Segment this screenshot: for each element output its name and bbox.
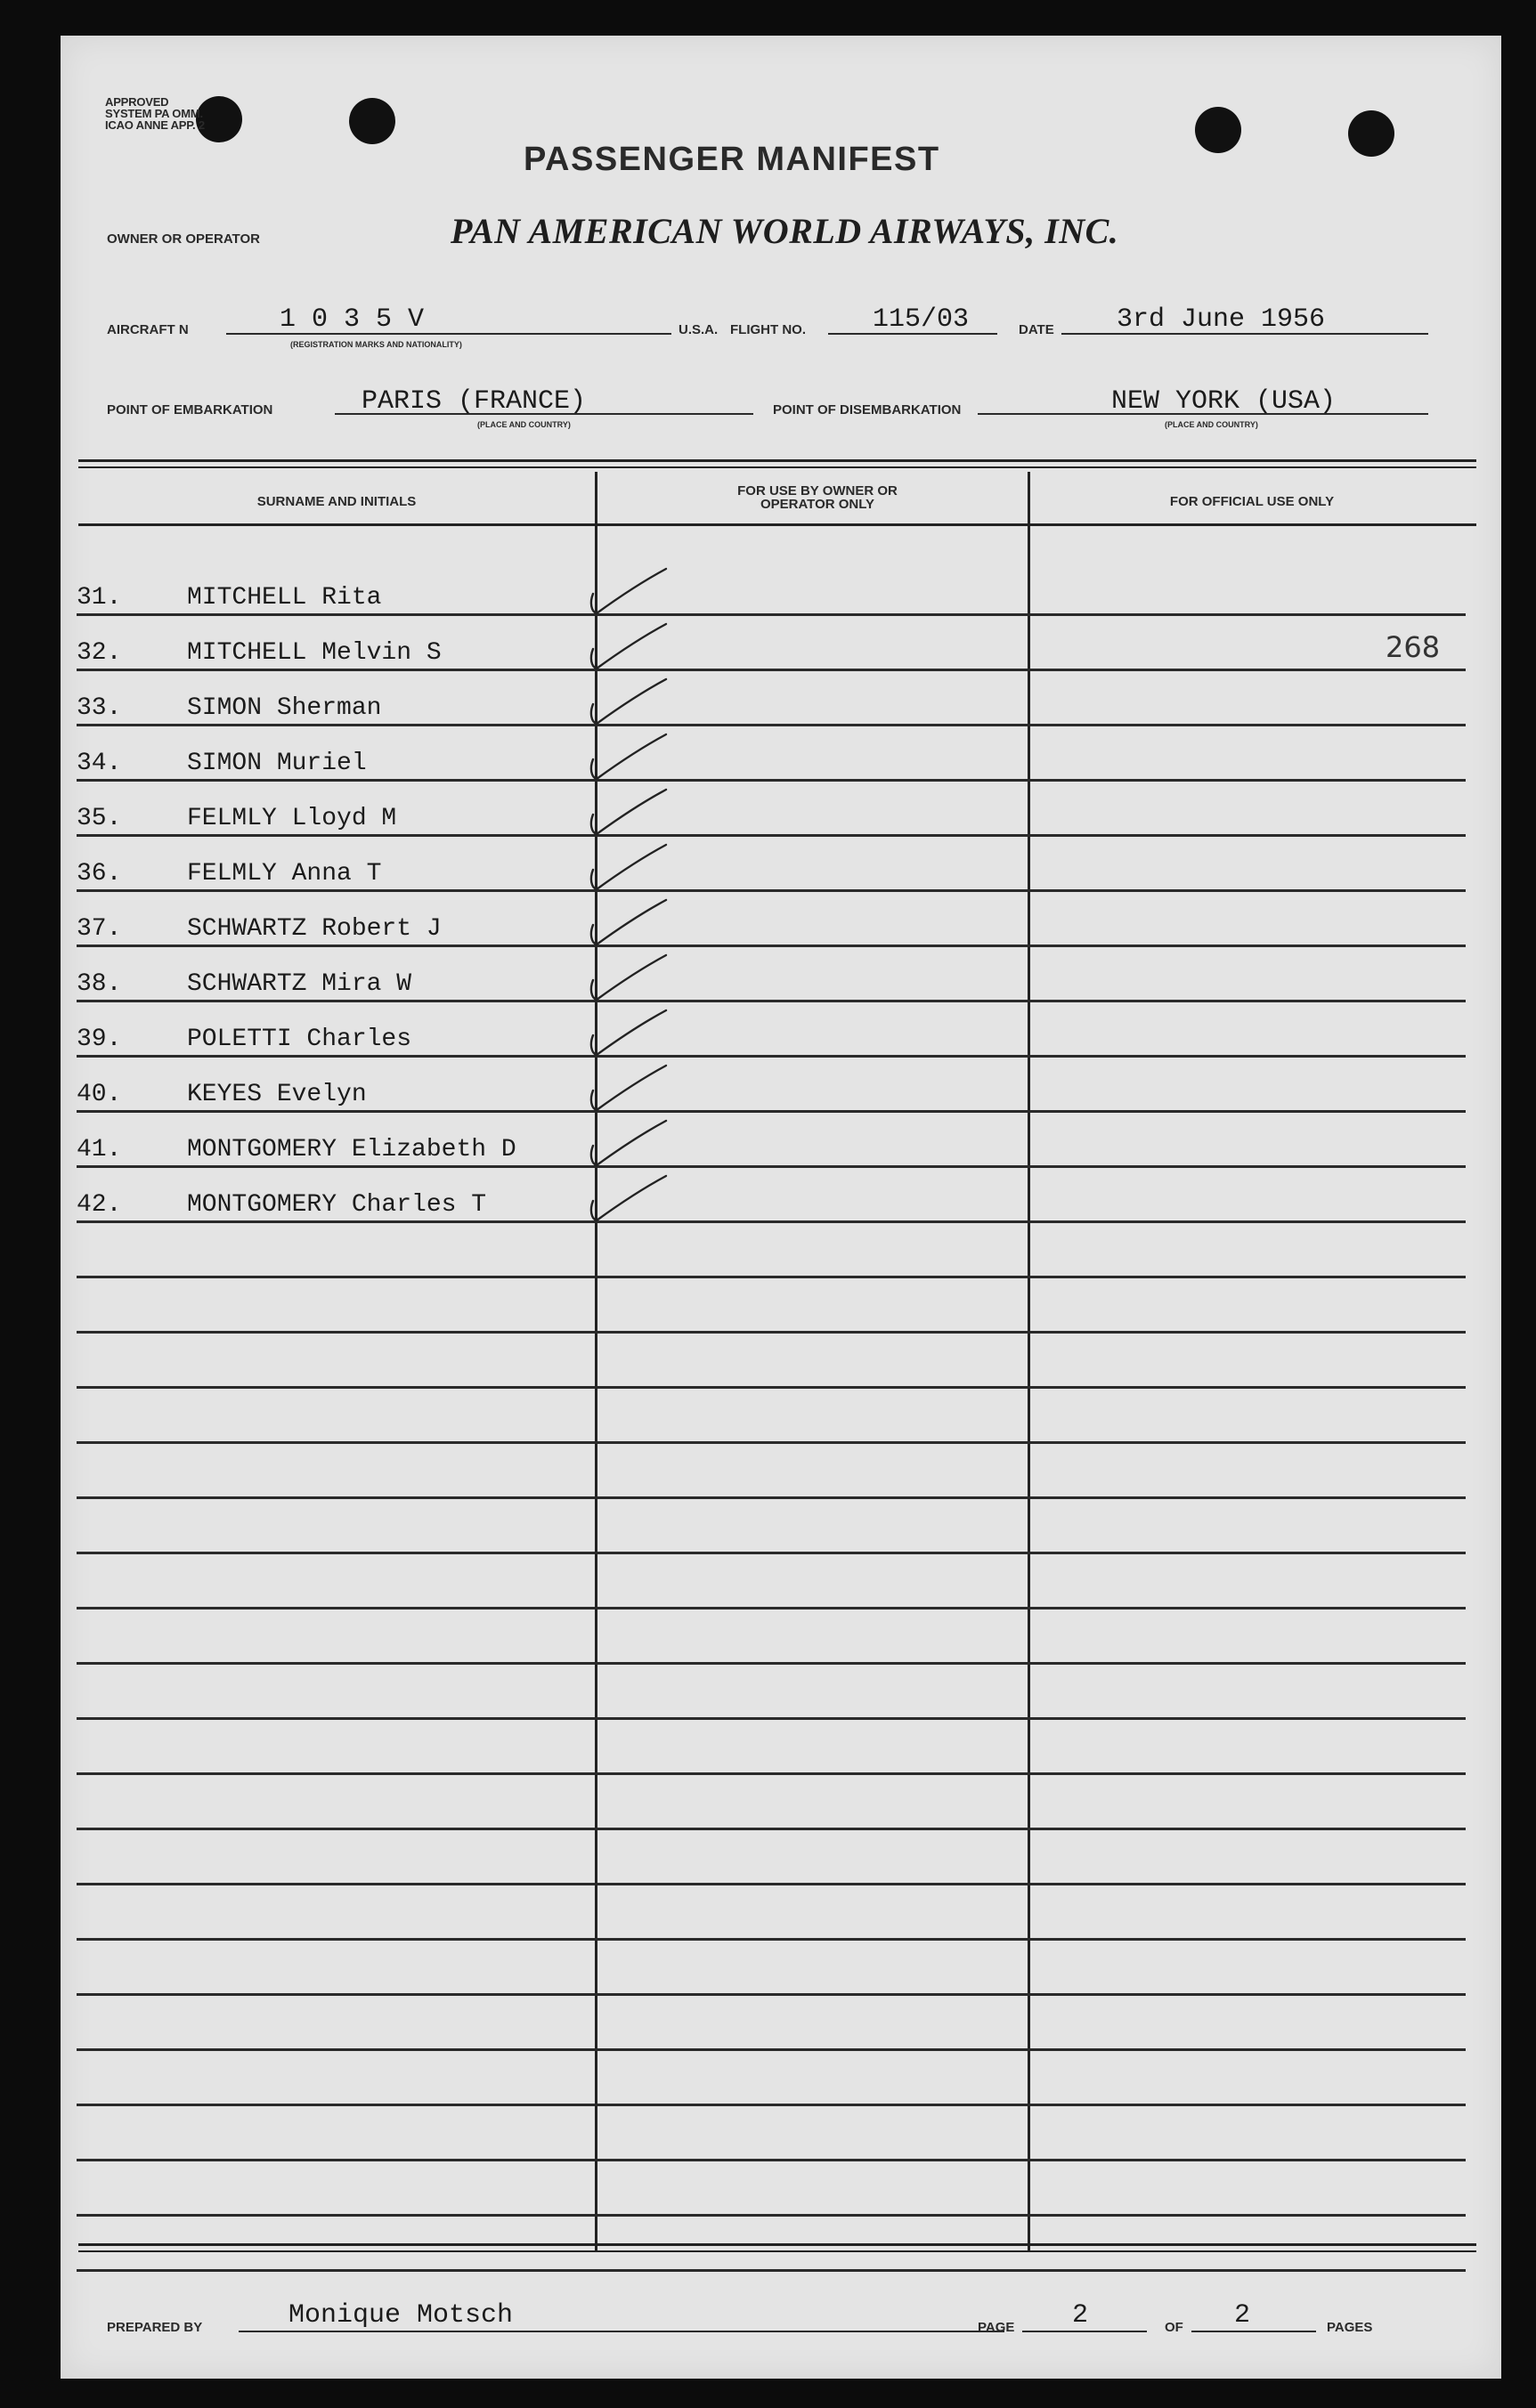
blank-row bbox=[77, 1665, 1466, 1720]
aircraft-caption: (REGISTRATION MARKS AND NATIONALITY) bbox=[290, 340, 462, 349]
table-bottom-rule bbox=[78, 2243, 1476, 2246]
checkmark-icon bbox=[581, 895, 696, 950]
punch-hole bbox=[1348, 110, 1394, 157]
table-row bbox=[77, 947, 1466, 1002]
table-row bbox=[77, 616, 1466, 671]
table-row bbox=[77, 892, 1466, 947]
table-row bbox=[77, 561, 1466, 616]
checkmark-icon bbox=[581, 1171, 696, 1226]
blank-row bbox=[77, 1830, 1466, 1885]
blank-row bbox=[77, 1334, 1466, 1389]
row-number: 36. bbox=[77, 860, 122, 888]
pages-label: PAGES bbox=[1327, 2320, 1373, 2335]
checkmark-icon bbox=[581, 674, 696, 729]
form-title: PASSENGER MANIFEST bbox=[524, 141, 940, 178]
table-row bbox=[77, 726, 1466, 782]
owner-label: OWNER OR OPERATOR bbox=[107, 231, 260, 247]
aircraft-label: AIRCRAFT N bbox=[107, 322, 189, 337]
approval-line: APPROVED bbox=[105, 95, 169, 109]
disembark-value: NEW YORK (USA) bbox=[1111, 386, 1337, 417]
passenger-name: FELMLY Lloyd M bbox=[187, 805, 397, 832]
page-underline bbox=[1022, 2331, 1147, 2332]
header-official-use: FOR OFFICIAL USE ONLY bbox=[1169, 494, 1335, 509]
approval-line: SYSTEM PA OMM. bbox=[105, 107, 203, 120]
checkmark-icon bbox=[581, 729, 696, 784]
table-row bbox=[77, 1058, 1466, 1113]
checkmark-icon bbox=[581, 1115, 696, 1171]
blank-row bbox=[77, 1941, 1466, 1996]
passenger-name: MONTGOMERY Charles T bbox=[187, 1191, 487, 1219]
header-operator-use: FOR USE BY OWNER OR OPERATOR ONLY bbox=[737, 483, 898, 512]
table-bottom-rule bbox=[78, 2250, 1476, 2252]
punch-hole bbox=[349, 98, 395, 144]
approval-line: ICAO ANNE APP. 2 bbox=[105, 118, 205, 132]
blank-row bbox=[77, 1278, 1466, 1334]
passenger-name: MONTGOMERY Elizabeth D bbox=[187, 1136, 516, 1163]
row-number: 37. bbox=[77, 915, 122, 943]
manifest-sheet bbox=[61, 36, 1501, 2379]
checkmark-icon bbox=[581, 619, 696, 674]
flight-label: FLIGHT NO. bbox=[730, 322, 806, 337]
table-row bbox=[77, 837, 1466, 892]
passenger-name: POLETTI Charles bbox=[187, 1026, 412, 1053]
table-row bbox=[77, 1113, 1466, 1168]
blank-row bbox=[77, 1775, 1466, 1830]
embark-value: PARIS (FRANCE) bbox=[362, 386, 587, 417]
approval-note bbox=[105, 96, 205, 131]
passenger-name: FELMLY Anna T bbox=[187, 860, 382, 888]
blank-row bbox=[77, 1609, 1466, 1665]
passenger-name: SIMON Sherman bbox=[187, 694, 382, 722]
blank-row bbox=[77, 1720, 1466, 1775]
passenger-name: SCHWARTZ Mira W bbox=[187, 970, 412, 998]
blank-row bbox=[77, 1389, 1466, 1444]
operator-name: PAN AMERICAN WORLD AIRWAYS, INC. bbox=[451, 211, 1119, 251]
row-number: 34. bbox=[77, 750, 122, 777]
blank-row bbox=[77, 2051, 1466, 2106]
prepared-value: Monique Motsch bbox=[289, 2300, 514, 2331]
of-label: OF bbox=[1165, 2320, 1183, 2335]
checkmark-icon bbox=[581, 563, 696, 619]
flight-value: 115/03 bbox=[873, 304, 970, 335]
row-number: 33. bbox=[77, 694, 122, 722]
official-stamp: 268 bbox=[1386, 630, 1441, 664]
table-row bbox=[77, 1168, 1466, 1223]
prepared-label: PREPARED BY bbox=[107, 2320, 203, 2335]
row-number: 32. bbox=[77, 639, 122, 667]
table-row bbox=[77, 671, 1466, 726]
date-label: DATE bbox=[1019, 322, 1054, 337]
checkmark-icon bbox=[581, 784, 696, 839]
header-surname: SURNAME AND INITIALS bbox=[256, 494, 417, 509]
checkmark-icon bbox=[581, 839, 696, 895]
row-number: 35. bbox=[77, 805, 122, 832]
embark-caption: (PLACE AND COUNTRY) bbox=[477, 420, 571, 429]
punch-hole bbox=[1195, 107, 1241, 153]
of-value: 2 bbox=[1234, 2300, 1251, 2331]
row-number: 39. bbox=[77, 1026, 122, 1053]
page-label: PAGE bbox=[978, 2320, 1015, 2335]
disembark-label: POINT OF DISEMBARKATION bbox=[773, 402, 962, 418]
passenger-name: SCHWARTZ Robert J bbox=[187, 915, 442, 943]
checkmark-icon bbox=[581, 1005, 696, 1060]
blank-row bbox=[77, 2106, 1466, 2161]
prepared-underline bbox=[239, 2331, 1004, 2332]
row-number: 42. bbox=[77, 1191, 122, 1219]
table-top-rule bbox=[78, 459, 1476, 462]
page-value: 2 bbox=[1072, 2300, 1089, 2331]
blank-row bbox=[77, 1444, 1466, 1499]
aircraft-value: 1 0 3 5 V bbox=[280, 304, 425, 335]
row-number: 31. bbox=[77, 584, 122, 612]
row-number: 40. bbox=[77, 1081, 122, 1108]
embark-label: POINT OF EMBARKATION bbox=[107, 402, 273, 418]
country-label: U.S.A. bbox=[679, 322, 719, 337]
row-number: 38. bbox=[77, 970, 122, 998]
checkmark-icon bbox=[581, 950, 696, 1005]
checkmark-icon bbox=[581, 1060, 696, 1115]
table-top-rule bbox=[78, 466, 1476, 468]
table-row bbox=[77, 782, 1466, 837]
passenger-name: SIMON Muriel bbox=[187, 750, 367, 777]
disembark-caption: (PLACE AND COUNTRY) bbox=[1165, 420, 1258, 429]
blank-row bbox=[77, 2161, 1466, 2217]
blank-row bbox=[77, 1223, 1466, 1278]
blank-row bbox=[77, 1996, 1466, 2051]
blank-row bbox=[77, 1885, 1466, 1941]
passenger-name: MITCHELL Rita bbox=[187, 584, 382, 612]
passenger-name: KEYES Evelyn bbox=[187, 1081, 367, 1108]
table-row bbox=[77, 1002, 1466, 1058]
date-value: 3rd June 1956 bbox=[1117, 304, 1326, 335]
blank-row bbox=[77, 1554, 1466, 1609]
header-bottom-rule bbox=[78, 523, 1476, 526]
row-number: 41. bbox=[77, 1136, 122, 1163]
blank-row bbox=[77, 1499, 1466, 1554]
passenger-name: MITCHELL Melvin S bbox=[187, 639, 442, 667]
of-underline bbox=[1191, 2331, 1316, 2332]
